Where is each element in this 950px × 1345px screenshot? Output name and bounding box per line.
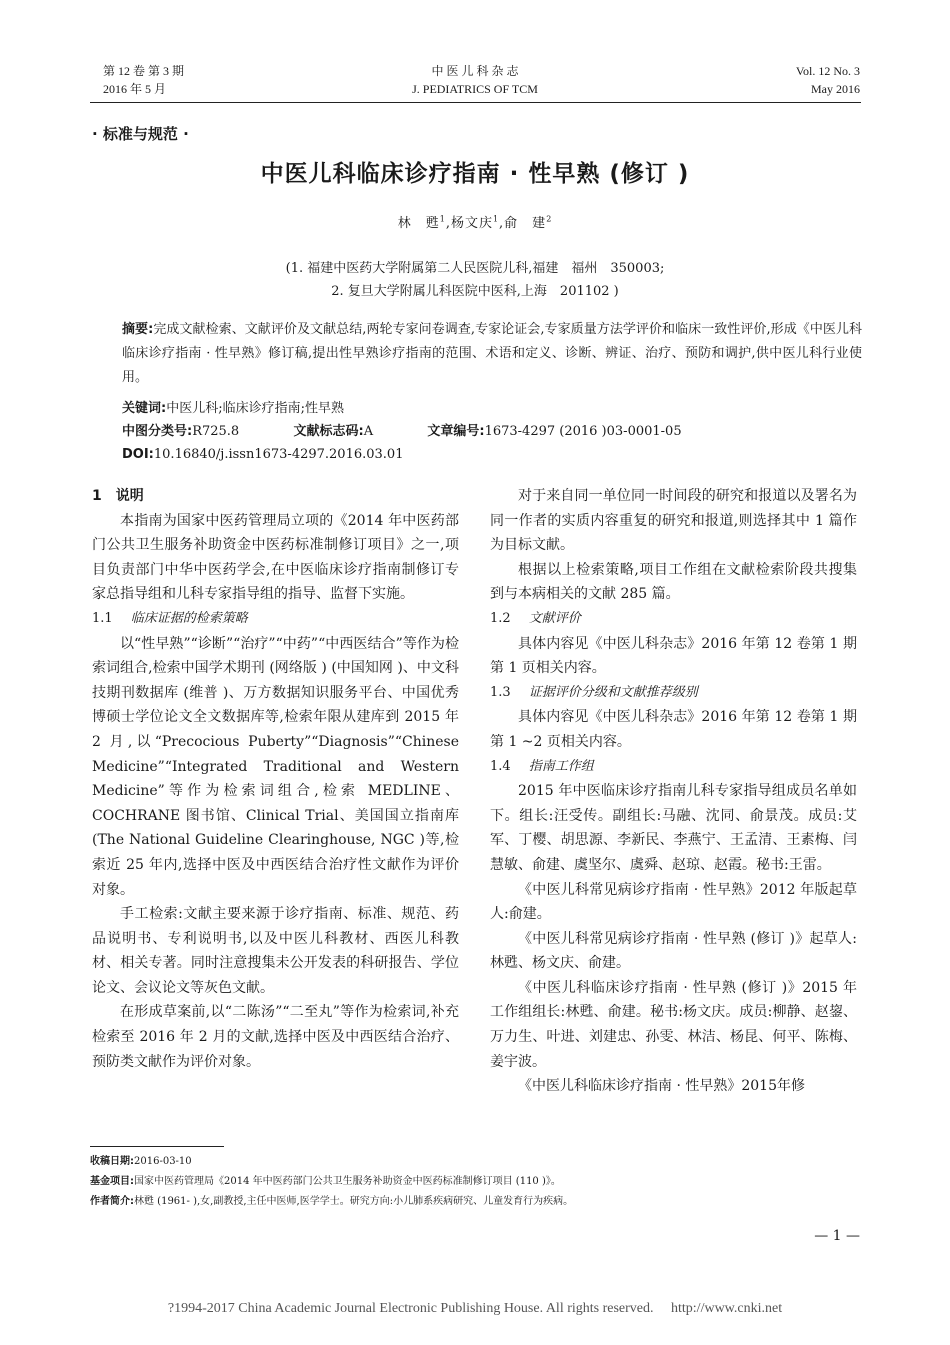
classification-line xyxy=(122,421,862,443)
footnote-received xyxy=(90,1153,860,1171)
journal-issue-en xyxy=(760,62,860,98)
affiliation-2: 2. 复旦大学附属儿科医院中医科,上海 201102 ) xyxy=(331,284,619,299)
doi-value: 10.16840/j.issn1673-4297.2016.03.01 xyxy=(153,447,404,462)
author-bio-label: 作者简介: xyxy=(90,1196,134,1207)
page-number: — 1 — xyxy=(814,1228,860,1244)
header-rule xyxy=(90,102,861,103)
article-number-value: 1673-4297 (2016 )03-0001-05 xyxy=(484,424,682,439)
section-tag: · 标准与规范 · xyxy=(92,125,189,143)
fund-label: 基金项目: xyxy=(90,1176,134,1187)
footnote-rule xyxy=(90,1146,224,1147)
doi-label: DOI: xyxy=(122,447,154,462)
body-paragraph: 具体内容见《中医儿科杂志》2016 年第 12 卷第 1 期第 1 页相关内容。 xyxy=(490,635,857,677)
subsection-number: 1.4 xyxy=(490,758,511,774)
clc-value: R725.8 xyxy=(192,424,240,439)
abstract-text: 完成文献检索、文献评价及文献总结,两轮专家问卷调查,专家论证会,专家质量方法学评价和临床一致性评价,形成《中医儿科临床诊疗指南 · 性早熟》修订稿,提出性早熟诊疗指南的范围、术语和定义、诊断、辨证、治疗、预防和调护,供中医儿科行业使用。 xyxy=(122,322,862,385)
body-column-left xyxy=(92,484,459,1074)
issue-date-en: May 2016 xyxy=(811,82,860,96)
subsection-number: 1.3 xyxy=(490,684,511,700)
body-paragraph: 《中医儿科临床诊疗指南 · 性早熟 (修订 )》2015 年工作组组长:林甦、俞建。秘书:杨文庆。成员:柳静、赵鋆、万力生、叶进、刘建忠、孙雯、林洁、杨昆、何平、陈梅、姜宇波。 xyxy=(490,979,857,1070)
subsection-title: 文献评价 xyxy=(528,610,581,626)
subsection-title: 指南工作组 xyxy=(528,758,594,774)
subsection-heading xyxy=(490,607,857,632)
subsection-heading xyxy=(490,681,857,706)
abstract xyxy=(122,318,862,390)
paper-title: 中医儿科临床诊疗指南 · 性早熟 (修订 ) xyxy=(260,161,690,187)
issue-date: 2016 年 5 月 xyxy=(103,82,167,96)
body-paragraph: 本指南为国家中医药管理局立项的《2014 年中医药部门公共卫生服务补助资金中医药标准制修订项目》之一,项目负责部门中华中医药学会,在中医临床诊疗指南制修订专家总指导组和儿科专家指导组的指导、监督下实施。 xyxy=(92,512,459,603)
body-column-right xyxy=(490,484,857,1099)
author-name: ,俞 建 xyxy=(499,216,547,231)
author-name: ,杨文庆 xyxy=(445,216,493,231)
author-affil-mark: 1 xyxy=(492,214,500,224)
fund-text: 国家中医药管理局《2014 年中医药部门公共卫生服务补助资金中医药标准制修订项目 (110 )》。 xyxy=(134,1176,561,1187)
subsection-title: 临床证据的检索策略 xyxy=(130,610,248,626)
doc-code-value: A xyxy=(363,424,374,439)
article-number-label: 文章编号: xyxy=(427,424,485,439)
body-paragraph: 《中医儿科临床诊疗指南 · 性早熟》2015年修 xyxy=(518,1078,805,1095)
journal-name-en: J. PEDIATRICS OF TCM xyxy=(412,82,538,96)
doi-line xyxy=(122,444,862,466)
author-affil-mark: 2 xyxy=(546,214,553,224)
body-paragraph: 2015 年中医临床诊疗指南儿科专家指导组成员名单如下。组长:汪受传。副组长:马融、沈同、俞景茂。成员:艾军、丁樱、胡思源、李新民、李燕宁、王孟清、王素梅、闫慧敏、俞建、虞坚尔、虞舜、赵琼、赵霞。秘书:王雷。 xyxy=(490,783,857,873)
body-paragraph: 手工检索:文献主要来源于诊疗指南、标准、规范、药品说明书、专利说明书,以及中医儿科教材、西医儿科教材、相关专著。同时注意搜集未公开发表的科研报告、学位论文、会议论文等灰色文献。 xyxy=(92,906,459,996)
subsection-number: 1.2 xyxy=(490,610,511,626)
body-paragraph: 《中医儿科常见病诊疗指南 · 性早熟 (修订 )》起草人:林甦、杨文庆、俞建。 xyxy=(490,930,857,972)
body-paragraph: 对于来自同一单位同一时间段的研究和报道以及署名为同一作者的实质内容重复的研究和报道,则选择其中 1 篇作为目标文献。 xyxy=(490,488,857,554)
author-line xyxy=(0,212,950,231)
subsection-number: 1.1 xyxy=(92,610,113,626)
body-paragraph: 以“性早熟”“诊断”“治疗”“中药”“中西医结合”等作为检索词组合,检索中国学术期刊 (网络版 ) (中国知网 )、中文科技期刊数据库 (维普 )、万方数据知识服务平台、中国优秀博硕士学位论文全文数据库等,检索年限从建库到 2015 年 2 月,以“Precocious Puberty”“Diagnosis”“Chinese Medicine”“Integrated Traditional and Western Medicine”等作为检索词组合,检索 MEDLINE、COCHRANE 图书馆、Clinical Trial、美国国立指南库 (The National Guideline Clearinghouse, NGC )等,检索近 25 年内,选择中医及中西医结合治疗性文献作为评价对象。 xyxy=(92,635,459,898)
affiliation-1: (1. 福建中医药大学附属第二人民医院儿科,福建 福州 350003; xyxy=(285,261,665,276)
cnki-watermark: ?1994-2017 China Academic Journal Electronic Publishing House. All rights reserved. http://www.cnki.net xyxy=(167,1301,783,1316)
keywords xyxy=(122,398,862,420)
issue-volume-en: Vol. 12 No. 3 xyxy=(795,64,860,78)
section-heading: 1 说明 xyxy=(92,488,144,504)
body-paragraph: 在形成草案前,以“二陈汤”“二至丸”等作为检索词,补充检索至 2016 年 2 月的文献,选择中医及中西医结合治疗、预防类文献作为评价对象。 xyxy=(92,1004,459,1070)
subsection-heading xyxy=(490,755,857,780)
journal-name-cn: 中 医 儿 科 杂 志 xyxy=(431,64,519,78)
author-bio-text: 林甦 (1961- ),女,副教授,主任中医师,医学学士。研究方向:小儿肺系疾病研究、儿童发育行为疾病。 xyxy=(134,1196,574,1207)
subsection-title: 证据评价分级和文献推荐级别 xyxy=(528,684,698,700)
body-paragraph: 根据以上检索策略,项目工作组在文献检索阶段共搜集到与本病相关的文献 285 篇。 xyxy=(490,561,857,603)
body-paragraph: 《中医儿科常见病诊疗指南 · 性早熟》2012 年版起草人:俞建。 xyxy=(490,881,857,923)
footnote-author xyxy=(90,1193,860,1211)
keywords-label: 关键词: xyxy=(122,401,167,416)
body-paragraph: 具体内容见《中医儿科杂志》2016 年第 12 卷第 1 期第 1 ~2 页相关内容。 xyxy=(490,709,857,750)
received-date: 2016-03-10 xyxy=(134,1156,192,1167)
doc-code-label: 文献标志码: xyxy=(293,424,364,439)
subsection-heading xyxy=(92,607,459,632)
abstract-label: 摘要: xyxy=(122,322,154,337)
clc-label: 中图分类号: xyxy=(122,424,193,439)
received-label: 收稿日期: xyxy=(90,1156,134,1167)
issue-volume: 第 12 卷 第 3 期 xyxy=(103,64,185,78)
author-affil-mark: 1 xyxy=(439,214,446,224)
author-name: 林 甦 xyxy=(397,216,440,231)
keywords-text: 中医儿科;临床诊疗指南;性早熟 xyxy=(166,401,344,416)
footnote-fund xyxy=(90,1173,860,1191)
